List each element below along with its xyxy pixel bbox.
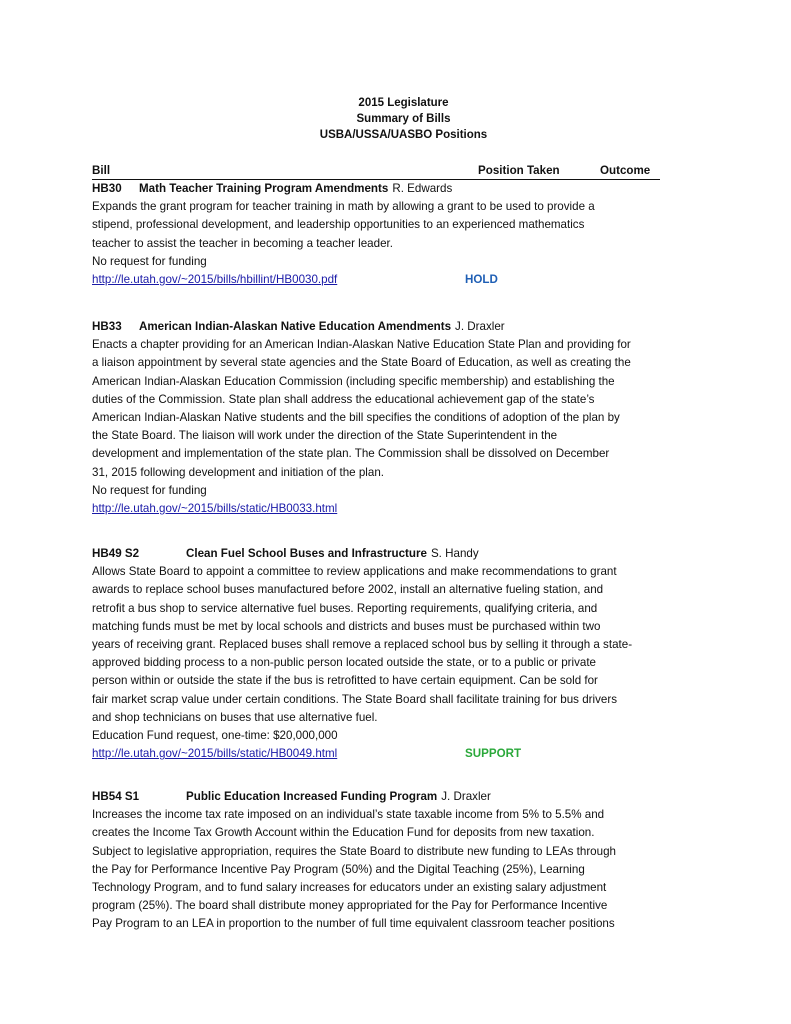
bill-heading — [92, 318, 702, 336]
description-line: Pay Program to an LEA in proportion to the number of full time equivalent classroom teacher positions — [92, 917, 615, 931]
description-line: stipend, professional development, and leadership opportunities to an experienced mathematics — [92, 218, 585, 232]
bill-number: HB33 — [92, 320, 122, 333]
bill-number: HB54 S1 — [92, 790, 140, 803]
bill-sponsor: R. Edwards — [392, 182, 453, 195]
bill-title: Math Teacher Training Program Amendments — [139, 182, 389, 195]
bill-title: American Indian-Alaskan Native Education Amendments — [139, 320, 452, 333]
column-header-row — [92, 163, 660, 180]
bill-funding: No request for funding — [92, 254, 207, 268]
description-line: Enacts a chapter providing for an American Indian-Alaskan Native Education State Plan and providing for — [92, 338, 631, 352]
title-line-2: Summary of Bills — [356, 113, 451, 125]
position-badge: SUPPORT — [465, 747, 522, 761]
description-line: 31, 2015 following development and initiation of the plan. — [92, 465, 384, 479]
description-line: the Pay for Performance Incentive Pay Program (50%) and the Digital Teaching (25%), Learning — [92, 862, 585, 876]
description-line: person within or outside the state if the bus is retrofitted to have certain equipment. Can be sold for — [92, 674, 598, 688]
bill-link[interactable]: http://le.utah.gov/~2015/bills/static/HB0049.html — [92, 747, 338, 761]
document-title — [0, 95, 791, 143]
description-line: a liaison appointment by several state agencies and the State Board of Education, as well as creating the — [92, 356, 631, 370]
bill-link-row — [92, 271, 702, 289]
column-header-outcome: Outcome — [600, 164, 651, 177]
description-line: duties of the Commission. State plan shall address the educational achievement gap of the state’s — [92, 392, 595, 406]
description-line: fair market scrap value under certain conditions. The State Board shall facilitate training for bus drivers — [92, 692, 617, 706]
bill-description — [92, 336, 702, 482]
bill-description — [92, 563, 702, 727]
description-line: American Indian-Alaskan Education Commission (including specific membership) and establishing the — [92, 374, 615, 388]
bill-link-row — [92, 500, 702, 518]
bill-description — [92, 198, 702, 253]
description-line: Subject to legislative appropriation, requires the State Board to distribute new funding to LEAs through — [92, 844, 616, 858]
column-header-bill: Bill — [92, 164, 111, 177]
bill-entry-hb49 — [92, 545, 702, 763]
title-line-3: USBA/USSA/UASBO Positions — [319, 129, 488, 141]
bill-heading — [92, 180, 702, 198]
bill-funding: No request for funding — [92, 483, 207, 497]
bill-number: HB49 S2 — [92, 547, 140, 560]
title-line-1: 2015 Legislature — [358, 97, 449, 109]
bill-link[interactable]: http://le.utah.gov/~2015/bills/static/HB0033.html — [92, 502, 338, 516]
bill-heading — [92, 545, 702, 563]
bill-title: Public Education Increased Funding Program — [186, 790, 438, 803]
bill-number: HB30 — [92, 182, 122, 195]
description-line: matching funds must be met by local schools and districts and buses must be purchased within two — [92, 619, 601, 633]
description-line: creates the Income Tax Growth Account within the Education Fund for deposits from new taxation. — [92, 826, 595, 840]
description-line: awards to replace school buses manufactured before 2002, install an alternative fueling station, and — [92, 583, 604, 597]
column-header-position: Position Taken — [478, 164, 560, 177]
description-line: development and implementation of the state plan. The Commission shall be dissolved on December — [92, 447, 610, 461]
description-line: retrofit a bus shop to service alternative fuel buses. Reporting requirements, qualifying criteria, and — [92, 601, 598, 615]
description-line: Allows State Board to appoint a committee to review applications and make recommendations to grant — [92, 565, 617, 579]
bill-entry-hb30 — [92, 180, 702, 289]
bill-title: Clean Fuel School Buses and Infrastructure — [186, 547, 427, 560]
bill-entry-hb54 — [92, 788, 702, 934]
bill-heading — [92, 788, 702, 806]
position-badge: HOLD — [465, 273, 498, 287]
description-line: program (25%). The board shall distribute money appropriated for the Pay for Performance Incentive — [92, 899, 608, 913]
description-line: years of receiving grant. Replaced buses shall remove a replaced school bus by selling it through a state- — [92, 638, 633, 652]
bill-funding: Education Fund request, one-time: $20,000,000 — [92, 729, 338, 743]
bill-description — [92, 806, 702, 933]
description-line: American Indian-Alaskan Native students and the bill specifies the conditions of adoption of the plan by — [92, 411, 620, 425]
description-line: Increases the income tax rate imposed on an individual’s state taxable income from 5% to 5.5% and — [92, 808, 605, 822]
bill-link[interactable]: http://le.utah.gov/~2015/bills/hbillint/HB0030.pdf — [92, 273, 338, 287]
bill-sponsor: J. Draxler — [441, 790, 491, 803]
description-line: Expands the grant program for teacher training in math by allowing a grant to be used to provide a — [92, 200, 595, 214]
description-line: and shop technicians on buses that use alternative fuel. — [92, 710, 378, 724]
description-line: approved bidding process to a non-public person located outside the state, or to a public or private — [92, 656, 596, 670]
bill-entry-hb33 — [92, 318, 702, 518]
description-line: Technology Program, and to fund salary increases for educators under an existing salary adjustment — [92, 881, 607, 895]
description-line: teacher to assist the teacher in becoming a teacher leader. — [92, 236, 393, 250]
description-line: the State Board. The liaison will work under the direction of the State Superintendent in the — [92, 429, 558, 443]
bill-sponsor: J. Draxler — [455, 320, 505, 333]
bill-link-row — [92, 745, 702, 763]
bill-sponsor: S. Handy — [430, 547, 479, 560]
